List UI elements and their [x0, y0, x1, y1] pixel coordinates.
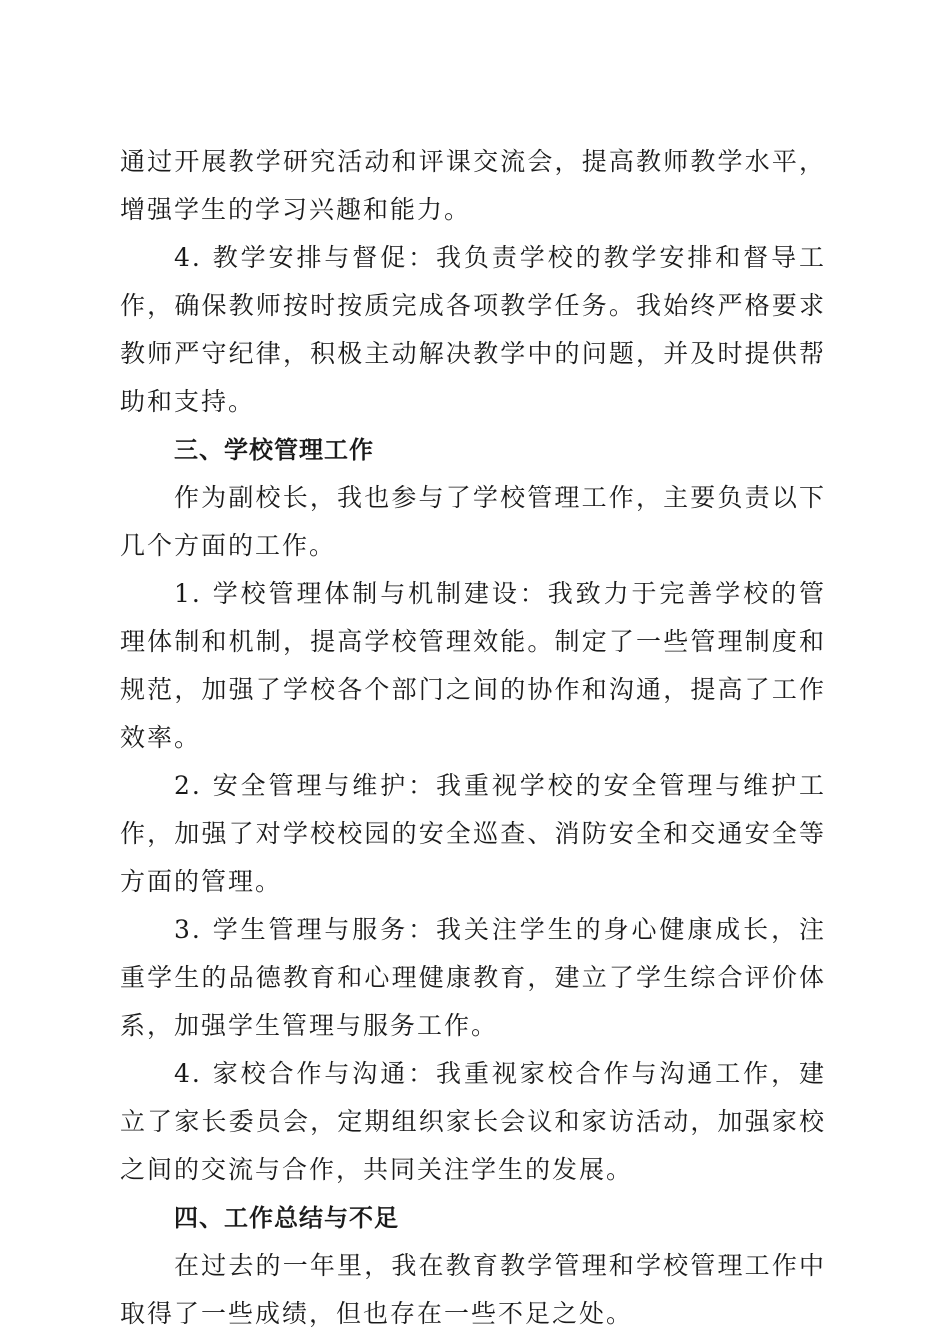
- paragraph-management-system: 1. 学校管理体制与机制建设：我致力于完善学校的管理体制和机制，提高学校管理效能。制定了一些管理制度和规范，加强了学校各个部门之间的协作和沟通，提高了工作效率。: [120, 579, 826, 752]
- section-heading-school-management: 三、学校管理工作: [174, 436, 374, 464]
- paragraph-teaching-arrangement: 4. 教学安排与督促：我负责学校的教学安排和督导工作，确保教师按时按质完成各项教学任务。我始终严格要求教师严守纪律，积极主动解决教学中的问题，并及时提供帮助和支持。: [120, 243, 826, 416]
- paragraph-summary: 在过去的一年里，我在教育教学管理和学校管理工作中取得了一些成绩，但也存在一些不足之处。: [120, 1251, 826, 1328]
- paragraph-home-school-cooperation: 4. 家校合作与沟通：我重视家校合作与沟通工作，建立了家长委员会，定期组织家长会议和家访活动，加强家校之间的交流与合作，共同关注学生的发展。: [120, 1059, 826, 1184]
- paragraph-student-management: 3. 学生管理与服务：我关注学生的身心健康成长，注重学生的品德教育和心理健康教育，建立了学生综合评价体系，加强学生管理与服务工作。: [120, 915, 826, 1040]
- paragraph-teaching-research-continuation: 通过开展教学研究活动和评课交流会，提高教师教学水平，增强学生的学习兴趣和能力。: [120, 147, 826, 224]
- paragraph-safety-management: 2. 安全管理与维护：我重视学校的安全管理与维护工作，加强了对学校校园的安全巡查、消防安全和交通安全等方面的管理。: [120, 771, 826, 896]
- section-heading-summary: 四、工作总结与不足: [174, 1204, 399, 1232]
- paragraph-management-intro: 作为副校长，我也参与了学校管理工作，主要负责以下几个方面的工作。: [120, 483, 826, 560]
- document-body: [120, 138, 826, 1338]
